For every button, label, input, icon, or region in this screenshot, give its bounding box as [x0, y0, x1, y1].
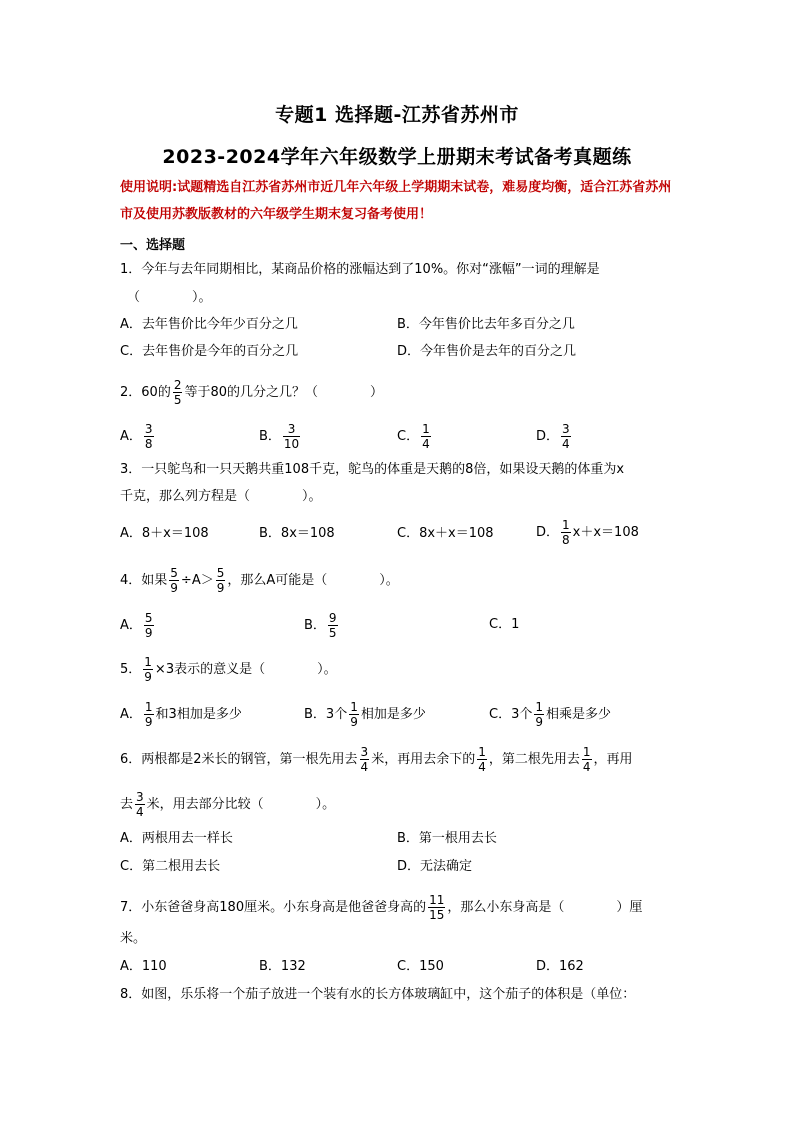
fraction-denominator: 10	[283, 437, 300, 451]
fraction-denominator: 9	[216, 581, 225, 595]
fraction-numerator: 3	[144, 422, 153, 436]
option-label: A．	[120, 707, 142, 722]
q5-option-b	[304, 700, 426, 729]
fraction-numerator: 1	[422, 422, 430, 436]
q5-stem	[120, 655, 337, 684]
fraction-denominator: 9	[170, 581, 178, 595]
q2-stem-fraction	[173, 378, 183, 407]
q5-stem-pre: 5．	[120, 662, 142, 677]
option-label: C．	[397, 429, 420, 444]
q6-text-6: 米，用去部分比较（ ）。	[146, 797, 336, 812]
q6-text-3: ，第二根先用去	[488, 752, 580, 767]
q1-option-c: C．去年售价是今年的百分之几	[120, 344, 299, 359]
q8-stem: 8．如图，乐乐将一个茄子放进一个装有水的长方体玻璃缸中，这个茄子的体积是（单位：	[120, 987, 636, 1002]
fraction-denominator: 4	[582, 760, 591, 774]
fraction-denominator: 8	[144, 437, 153, 451]
fraction-denominator: 8	[562, 533, 570, 547]
option-label: C．3个	[489, 707, 533, 722]
q4-option-a	[120, 611, 156, 640]
q1-stem-line2: （ ）。	[127, 290, 212, 305]
fraction-denominator: 15	[429, 908, 445, 922]
option-label: A．	[120, 618, 142, 633]
q2-option-a	[120, 422, 156, 451]
q6-fraction-3	[582, 745, 592, 774]
fraction-numerator: 5	[170, 566, 178, 580]
usage-note: 使用说明:试题精选自江苏省苏州市近几年六年级上学期期末试卷，难易度均衡，适合江苏省苏州市及使用苏教版教材的六年级学生期末复习备考使用！	[120, 180, 672, 222]
q6-text-5: 去	[120, 797, 134, 812]
fraction-denominator: 4	[136, 805, 144, 819]
q2-option-b	[259, 422, 302, 451]
q4-stem-post: ，那么A可能是（ ）。	[227, 573, 399, 588]
fraction-numerator: 1	[478, 745, 486, 759]
fraction-numerator: 3	[283, 422, 300, 437]
fraction-numerator: 1	[144, 700, 153, 714]
q7-stem-line1	[120, 893, 642, 922]
q4-stem-pre: 4．如果	[120, 573, 168, 588]
option-fraction	[144, 611, 154, 640]
q2-stem-pre: 2．60的	[120, 385, 171, 400]
option-label: B．	[304, 618, 326, 633]
option-label: B．	[259, 429, 281, 444]
q3-option-b: B．8x＝108	[259, 526, 335, 541]
fraction-numerator: 1	[562, 518, 570, 532]
q6-option-a: A．两根用去一样长	[120, 831, 233, 846]
option-label: B．3个	[304, 707, 348, 722]
q7-text-1: 7．小东爸爸身高180厘米。小东身高是他爸爸身高的	[120, 900, 427, 915]
option-fraction	[561, 422, 571, 451]
fraction-denominator: 9	[144, 670, 152, 684]
q2-stem-post: 等于80的几分之几？（ ）	[184, 385, 384, 400]
q5-stem-post: ×3表示的意义是（ ）。	[154, 662, 337, 677]
q2-stem	[120, 378, 383, 407]
q7-stem-line2: 米。	[120, 931, 147, 946]
fraction-denominator: 9	[535, 715, 543, 729]
option-label: D．	[536, 429, 560, 444]
q6-fraction-4	[135, 790, 145, 819]
option-fraction	[421, 422, 431, 451]
q7-text-2: ，那么小东身高是（ ）厘	[447, 900, 643, 915]
q6-option-c: C．第二根用去长	[120, 859, 221, 874]
q3-stem-line2: 千克，那么列方程是（ ）。	[120, 489, 322, 504]
fraction-numerator: 1	[350, 700, 358, 714]
section-heading: 一、选择题	[120, 238, 186, 253]
q4-option-c: C．1	[489, 617, 520, 632]
q3-option-d	[536, 518, 639, 547]
q2-option-d	[536, 422, 573, 451]
q6-stem-line1	[120, 745, 633, 774]
q7-option-d: D．162	[536, 959, 584, 974]
q3-option-a: A．8＋x＝108	[120, 526, 209, 541]
q7-option-c: C．150	[397, 959, 444, 974]
q4-stem	[120, 566, 399, 595]
fraction-numerator: 1	[582, 745, 591, 759]
option-text: 相乘是多少	[546, 707, 612, 722]
q2-option-c	[397, 422, 433, 451]
option-label: D．	[536, 525, 560, 540]
q6-fraction-2	[477, 745, 487, 774]
fraction-denominator: 9	[144, 626, 153, 640]
q1-stem-line1: 1．今年与去年同期相比，某商品价格的涨幅达到了10%。你对“涨幅”一词的理解是	[120, 262, 600, 277]
q6-option-d: D．无法确定	[397, 859, 473, 874]
fraction-denominator: 4	[360, 760, 369, 774]
q6-option-b: B．第一根用去长	[397, 831, 497, 846]
option-text: 和3相加是多少	[155, 707, 242, 722]
q4-option-b	[304, 611, 340, 640]
fraction-numerator: 1	[535, 700, 543, 714]
fraction-denominator: 9	[350, 715, 358, 729]
q5-option-c	[489, 700, 611, 729]
fraction-denominator: 9	[144, 715, 153, 729]
q3-option-c: C．8x＋x＝108	[397, 526, 494, 541]
q7-option-b: B．132	[259, 959, 306, 974]
option-fraction	[561, 518, 571, 547]
q6-text-4: ，再用	[593, 752, 633, 767]
q6-fraction-1	[360, 745, 370, 774]
fraction-numerator: 1	[144, 655, 152, 669]
q5-fraction	[143, 655, 153, 684]
q6-text-1: 6．两根都是2米长的钢管，第一根先用去	[120, 752, 358, 767]
option-text: x＋x＝108	[572, 525, 639, 540]
q1-option-a: A．去年售价比今年少百分之几	[120, 317, 298, 332]
fraction-numerator: 3	[562, 422, 570, 436]
fraction-denominator: 4	[562, 437, 570, 451]
fraction-numerator: 3	[360, 745, 369, 759]
q6-stem-line2	[120, 790, 335, 819]
q4-fraction-1	[169, 566, 179, 595]
q5-option-a	[120, 700, 242, 729]
q3-stem-line1: 3．一只鸵鸟和一只天鹅共重108千克，鸵鸟的体重是天鹅的8倍，如果设天鹅的体重为x	[120, 462, 625, 477]
option-label: A．	[120, 429, 142, 444]
option-fraction	[328, 611, 338, 640]
fraction-denominator: 5	[328, 626, 337, 640]
fraction-numerator: 11	[429, 893, 445, 907]
option-fraction	[144, 422, 154, 451]
fraction-numerator: 3	[136, 790, 144, 804]
page-title: 专题1 选择题-江苏省苏州市	[275, 104, 519, 126]
q4-stem-mid: ÷A＞	[180, 573, 214, 588]
fraction-denominator: 4	[422, 437, 430, 451]
q7-fraction	[428, 893, 445, 922]
q6-text-2: 米，再用去余下的	[371, 752, 476, 767]
fraction-numerator: 9	[328, 611, 337, 625]
q7-option-a: A．110	[120, 959, 167, 974]
fraction-numerator: 5	[144, 611, 153, 625]
option-fraction	[349, 700, 359, 729]
fraction-denominator: 5	[173, 393, 182, 407]
option-text: 相加是多少	[360, 707, 426, 722]
option-fraction	[534, 700, 544, 729]
page-subtitle: 2023-2024学年六年级数学上册期末考试备考真题练	[162, 146, 632, 168]
fraction-numerator: 2	[173, 378, 182, 392]
option-fraction	[144, 700, 154, 729]
fraction-numerator: 5	[216, 566, 225, 580]
fraction-denominator: 4	[478, 760, 486, 774]
q4-fraction-2	[216, 566, 226, 595]
q1-option-d: D．今年售价是去年的百分之几	[397, 344, 577, 359]
option-fraction	[283, 422, 300, 451]
q1-option-b: B．今年售价比去年多百分之几	[397, 317, 575, 332]
